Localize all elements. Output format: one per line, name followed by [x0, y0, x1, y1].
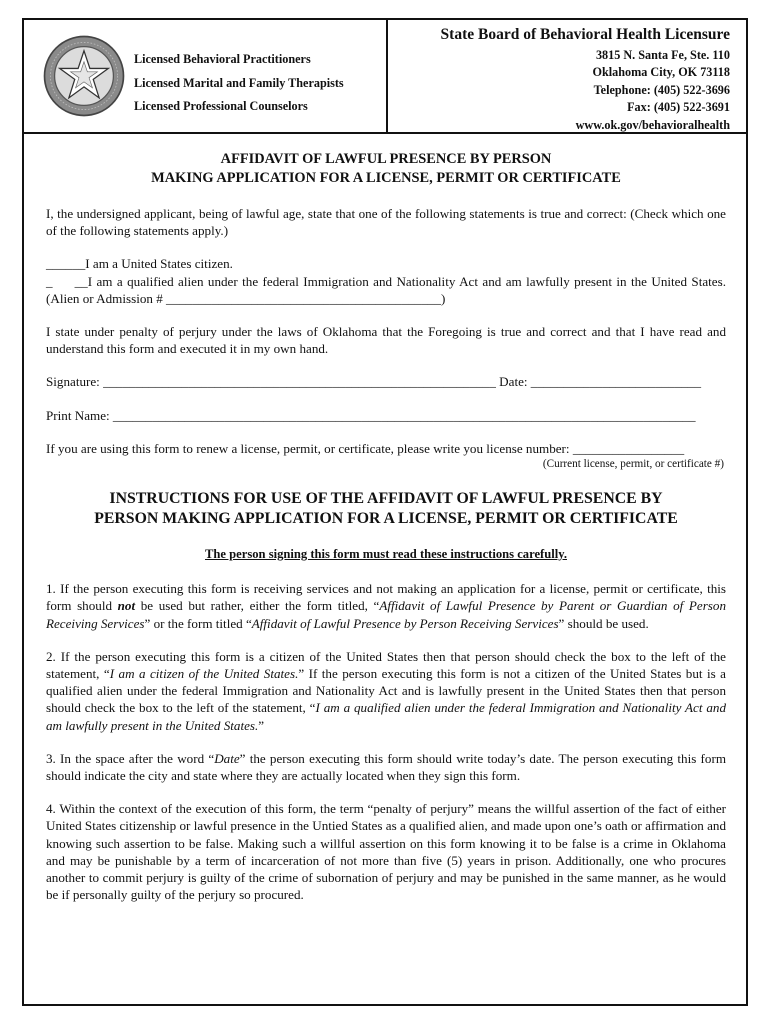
instructions-title-line2: PERSON MAKING APPLICATION FOR A LICENSE, PERMIT OR CERTIFICATE — [94, 509, 678, 527]
instruction-item-2: 2. If the person executing this form is a citizen of the United States then that person should check the box to the left of the statement, “I am a citizen of the United States.” If the person executing this form is not a citizen of the United States but is a qualified alien under the federal Immigration and Nationality Act and is lawfully present in the United States then that person should check the box to the left of the statement, “I am a qualified alien under the federal Immigration and Nationality Act and am lawfully present in the United States.” — [46, 648, 726, 733]
instructions-title-line1: INSTRUCTIONS FOR USE OF THE AFFIDAVIT OF LAWFUL PRESENCE BY — [109, 490, 663, 508]
agency-address — [576, 47, 730, 134]
agency-title: State Board of Behavioral Health Licensure — [440, 26, 730, 43]
must-read-notice: The person signing this form must read these instructions carefully. — [205, 547, 567, 562]
instruction-item-1: 1. If the person executing this form is receiving services and not making an application for a license, permit or certificate, this form should not be used but rather, either the form titled, “Affidavit of Lawful Presence by Parent or Guardian of Person Receiving Services” or the form titled “Affidavit of Lawful Presence by Person Receiving Services” should be used. — [46, 581, 726, 631]
form-body — [46, 150, 730, 903]
address-line: Oklahoma City, OK 73118 — [592, 65, 730, 80]
penalty-statement: I state under penalty of perjury under the laws of Oklahoma that the Foregoing is true and correct and that I have read and understand this form and executed it in my own hand. — [46, 324, 726, 357]
form-frame — [22, 18, 748, 1006]
fax-line: Fax: (405) 522-3691 — [627, 100, 730, 115]
phone-line: Telephone: (405) 522-3696 — [593, 82, 730, 97]
alien-option[interactable]: _ __I am a qualified alien under the federal Immigration and Nationality Act and am lawfully present in the United States. (Alien or Admission # __________________________________________) — [46, 273, 730, 306]
intro-text: I, the undersigned applicant, being of lawful age, state that one of the following statements is true and correct: (Check which one of the following statements apply.) — [46, 206, 726, 239]
letterhead — [24, 20, 746, 134]
print-name-line[interactable]: Print Name: _________________________________________________________________________________________ — [46, 407, 696, 423]
program-list — [134, 48, 344, 119]
license-number-line[interactable]: If you are using this form to renew a license, permit, or certificate, please write you license number: _________________ — [46, 440, 685, 456]
affidavit-title-line1: AFFIDAVIT OF LAWFUL PRESENCE BY PERSON — [220, 151, 552, 167]
program-item: Licensed Marital and Family Therapists — [134, 75, 344, 90]
website-line: www.ok.gov/behavioralhealth — [575, 117, 730, 132]
header-divider — [386, 20, 388, 132]
affidavit-title-line2: MAKING APPLICATION FOR A LICENSE, PERMIT OR CERTIFICATE — [151, 169, 621, 186]
instruction-item-3: 3. In the space after the word “Date” the person executing this form should write today’s date. The person executing this form should indicate the city and state where they are actually located when they sign this form. — [46, 750, 727, 784]
instruction-item-4: 4. Within the context of the execution of this form, the term “penalty of perjury” means the willful assertion of the fact of either United States citizenship or lawful presence in the Untied States as a qualified alien, and made upon one’s oath or affirmation and knowing such assertion to be false. Making such a willful assertion on this form knowing it to be false is a crime in Oklahoma and may be punishable by a term of incarceration of not more than five (5) years in prison. Additionally, one who procures another to commit perjury is guilty of the crime of subornation of perjury and may be punished in the same manner, as he would be if personally guilty of the perjury so procured. — [46, 801, 726, 903]
address-line: 3815 N. Santa Fe, Ste. 110 — [595, 48, 730, 62]
program-item: Licensed Behavioral Practitioners — [134, 52, 311, 66]
program-item: Licensed Professional Counselors — [134, 99, 308, 113]
signature-date-line[interactable]: Signature: ____________________________________________________________ Date: __________________________ — [46, 374, 702, 390]
state-seal-icon — [42, 34, 126, 118]
citizen-option[interactable]: ______I am a United States citizen. — [46, 256, 233, 272]
license-number-note: (Current license, permit, or certificate #) — [542, 458, 724, 471]
